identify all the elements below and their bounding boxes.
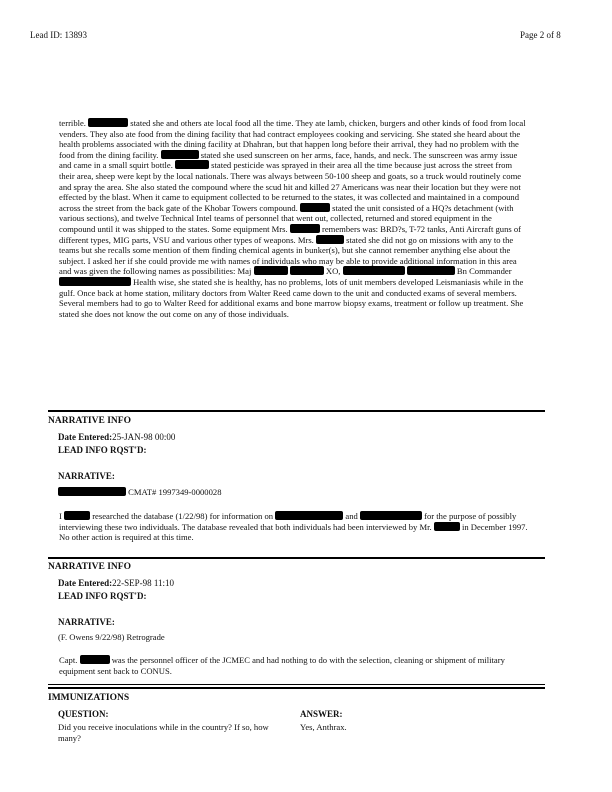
cmat-number: CMAT# 1997349-0000028: [128, 487, 222, 497]
redaction-block: [290, 224, 320, 233]
redaction-block: [407, 266, 455, 275]
text-segment: I: [59, 511, 62, 521]
narrative-label: NARRATIVE:: [58, 471, 115, 481]
text-segment: stated she did not go on missions with any to the teams but she recalls some mention of them finding chemical agents in bunker(s), but she cannot remember anything else about the subject. I asked her if she could provide me with names of individuals who may be able to provide additional information in this area and was given the following names as possibilities: Maj: [59, 234, 517, 277]
redaction-block: [275, 511, 343, 520]
text-segment: stated the unit consisted of a HQ?s detachment (with various sections), and twelve Technical Intel teams of personnel that went out, collected, returned and stored equipment in the compound until it was shipped to the states. Some equipment Mrs.: [59, 202, 514, 234]
date-entered: [58, 578, 174, 588]
page-number: Page 2 of 8: [520, 30, 561, 40]
redaction-block: [434, 522, 460, 531]
cmat-line: [58, 487, 222, 498]
section-title: NARRATIVE INFO: [48, 562, 131, 572]
date-entered-value: 22-SEP-98 11:10: [112, 578, 174, 588]
lead-info-rqst-label: LEAD INFO RQST'D:: [58, 591, 147, 601]
text-segment: Bn Commander: [456, 266, 512, 277]
text-segment: and: [345, 511, 358, 521]
redaction-block: [343, 266, 405, 275]
answer-text: Yes, Anthrax.: [300, 722, 347, 732]
text-segment: was the personnel officer of the JCMEC and had nothing to do with the selection, cleaning or shipment of military equipment sent back to CONUS.: [59, 655, 505, 676]
section-divider: [48, 557, 545, 559]
answer-label: ANSWER:: [300, 709, 343, 719]
lead-id: Lead ID: 13893: [30, 30, 87, 40]
redaction-block: [316, 235, 344, 244]
date-entered-label: Date Entered:: [58, 432, 113, 442]
text-segment: stated she and others ate local food all the time. They ate lamb, chicken, burgers and other kinds of food from local venders. They also ate food from the dining facility that had contract employees cooking and servicing. She stated she heard about the health problems associated with the dining facility at Dhahran, but that happen long before their arrival, they had no problem with the food from the dining facility.: [59, 118, 526, 160]
section-title: IMMUNIZATIONS: [48, 693, 130, 703]
text-segment: terrible.: [59, 118, 86, 128]
section-divider: [48, 687, 545, 689]
interview-paragraph: [59, 118, 529, 319]
redaction-block: [360, 511, 422, 520]
text-segment: Health wise, she stated she is healthy, has no problems, lots of unit members developed Leismaniasis while in the gulf. Once back at home station, military doctors from Walter Reed came down to the unit and conducted exams of several members. Several members had to go to Walter Reed for additional exams and bone marrow biopsy exams, treatment or follow up treatment. She stated she does not know the out come on any of those individuals.: [59, 276, 524, 319]
redaction-block: [290, 266, 324, 275]
redaction-block: [88, 118, 128, 127]
redaction-block: [175, 160, 209, 169]
text-segment: stated she used sunscreen on her arms, face, hands, and neck. The sunscreen was army issue and came in a small squirt bottle.: [59, 149, 518, 171]
question-text: Did you receive inoculations while in the country? If so, how many?: [58, 722, 269, 743]
lead-info-rqst-label: LEAD INFO RQST'D:: [58, 445, 147, 455]
text-segment: Capt.: [59, 655, 78, 665]
narrative-note: (F. Owens 9/22/98) Retrograde: [58, 632, 165, 642]
redaction-block: [64, 511, 90, 520]
text-segment: remembers was: BRD?s, T-72 tanks, Anti Aircraft guns of different types, MIG parts, VSU and various other types of weapons. Mrs.: [59, 223, 522, 245]
date-entered-label: Date Entered:: [58, 578, 113, 588]
text-segment: XO,: [325, 266, 341, 277]
narrative-text: [59, 511, 537, 543]
question-label: QUESTION:: [58, 709, 109, 719]
date-entered: [58, 432, 175, 442]
redaction-block: [254, 266, 288, 275]
section-divider: [48, 410, 545, 412]
redaction-block: [300, 203, 330, 212]
redaction-block: [58, 487, 126, 496]
redaction-block: [161, 150, 199, 159]
redaction-block: [59, 277, 131, 286]
section-title: NARRATIVE INFO: [48, 416, 131, 426]
date-entered-value: 25-JAN-98 00:00: [112, 432, 176, 442]
section-divider: [48, 684, 545, 685]
text-segment: in December 1997. No other action is required at this time.: [59, 521, 528, 543]
narrative-label: NARRATIVE:: [58, 617, 115, 627]
narrative-text: [59, 655, 529, 676]
text-segment: stated pesticide was sprayed in their area all the time because just across the street from their area, sheep were kept by the local nationals. There was always between 50-100 sheep and goats, so a truck would routinely come and spray the area. She also stated the compound where the scud hit and killed 27 Americans was near their location but they were not effected by the blast. When it came to equipment collected to be returned to the states, it was collected and maintained in a compound across the street from the back gate of the Khobar Towers compound.: [59, 160, 522, 213]
redaction-block: [80, 655, 110, 664]
text-segment: researched the database (1/22/98) for information on: [92, 511, 274, 521]
text-segment: for the purpose of possibly interviewing these two individuals. The database revealed that both individuals had been interviewed by Mr.: [59, 511, 517, 532]
